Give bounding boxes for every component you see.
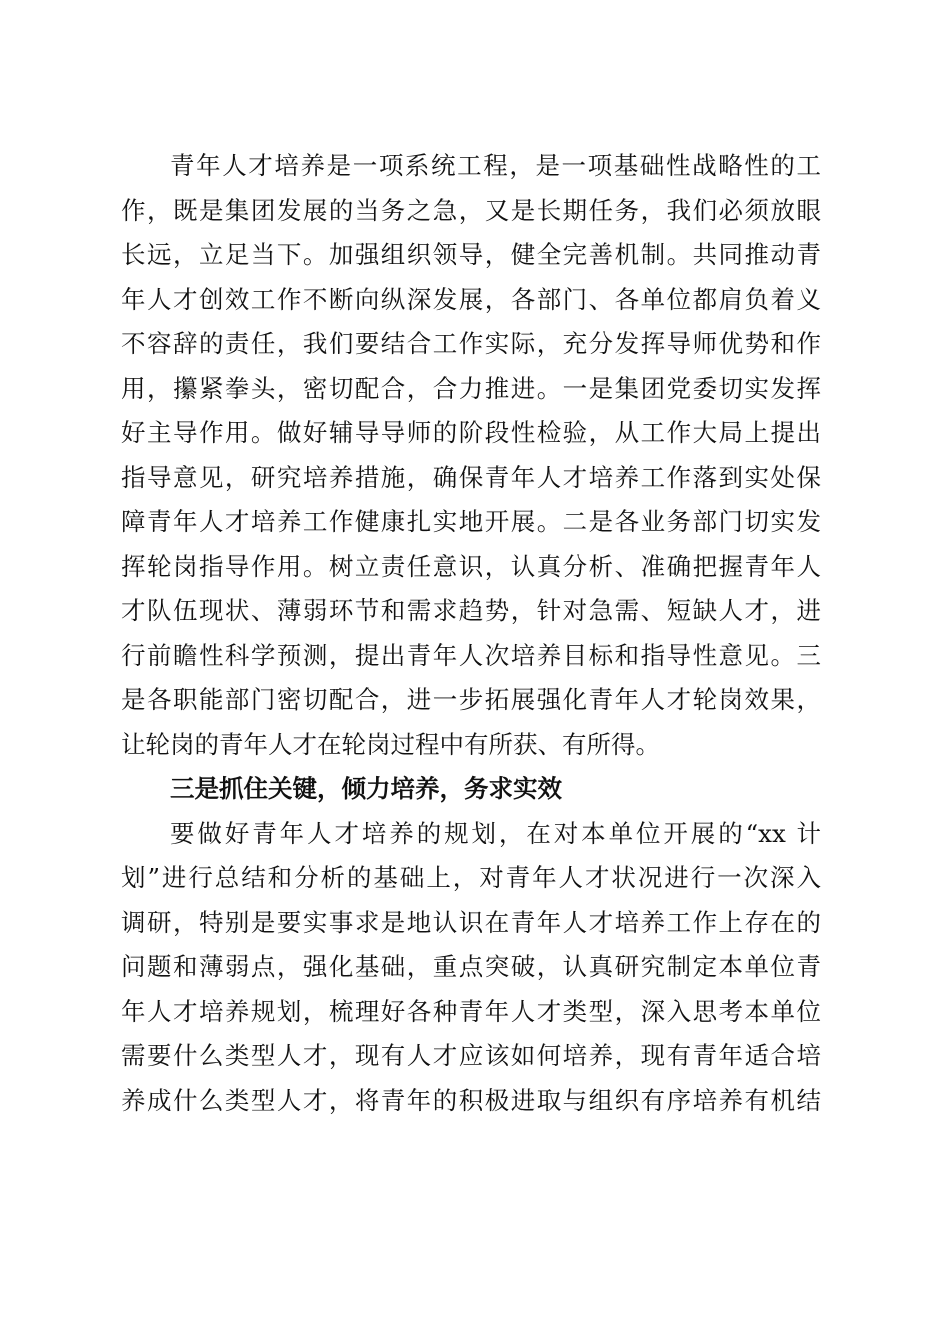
paragraph-line: 作，既是集团发展的当务之急，又是长期任务，我们必须放眼 bbox=[121, 195, 821, 225]
paragraph-line: 年人才创效工作不断向纵深发展，各部门、各单位都肩负着义 bbox=[121, 284, 821, 314]
section-heading: 三是抓住关键，倾力培养，务求实效 bbox=[170, 774, 562, 803]
paragraph-line: 好主导作用。做好辅导导师的阶段性检验，从工作大局上提出 bbox=[121, 418, 821, 447]
paragraph-line: 养成什么类型人才，将青年的积极进取与组织有序培养有机结 bbox=[121, 1085, 821, 1115]
paragraph-line: 问题和薄弱点，强化基础，重点突破，认真研究制定本单位青 bbox=[121, 952, 821, 981]
paragraph-line: 才队伍现状、薄弱环节和需求趋势，针对急需、短缺人才，进 bbox=[121, 596, 821, 625]
paragraph-line: 挥轮岗指导作用。树立责任意识，认真分析、准确把握青年人 bbox=[121, 551, 821, 581]
paragraph-2 bbox=[121, 812, 821, 1124]
paragraph-line: 年人才培养规划，梳理好各种青年人才类型，深入思考本单位 bbox=[121, 996, 821, 1026]
paragraph-line: 用，攥紧拳头，密切配合，合力推进。一是集团党委切实发挥 bbox=[121, 373, 821, 403]
paragraph-1 bbox=[121, 144, 821, 767]
paragraph-line: 行前瞻性科学预测，提出青年人次培养目标和指导性意见。三 bbox=[121, 640, 821, 670]
paragraph-line: 划”进行总结和分析的基础上，对青年人才状况进行一次深入 bbox=[121, 863, 821, 892]
paragraph-line: 不容辞的责任，我们要结合工作实际，充分发挥导师优势和作 bbox=[121, 329, 821, 358]
paragraph-line: 障青年人才培养工作健康扎实地开展。二是各业务部门切实发 bbox=[121, 507, 821, 536]
paragraph-line: 是各职能部门密切配合，进一步拓展强化青年人才轮岗效果， bbox=[121, 685, 821, 714]
paragraph-line: 需要什么类型人才，现有人才应该如何培养，现有青年适合培 bbox=[121, 1041, 821, 1070]
paragraph-line: 指导意见，研究培养措施，确保青年人才培养工作落到实处保 bbox=[121, 462, 821, 492]
paragraph-line: 长远，立足当下。加强组织领导，健全完善机制。共同推动青 bbox=[121, 240, 821, 269]
paragraph-line: 青年人才培养是一项系统工程，是一项基础性战略性的工 bbox=[170, 151, 821, 180]
paragraph-line: 让轮岗的青年人才在轮岗过程中有所获、有所得。 bbox=[121, 729, 660, 759]
document-body bbox=[121, 144, 821, 1123]
paragraph-line: 调研，特别是要实事求是地认识在青年人才培养工作上存在的 bbox=[121, 907, 821, 937]
paragraph-line: 要做好青年人才培养的规划，在对本单位开展的“xx 计 bbox=[170, 818, 821, 848]
